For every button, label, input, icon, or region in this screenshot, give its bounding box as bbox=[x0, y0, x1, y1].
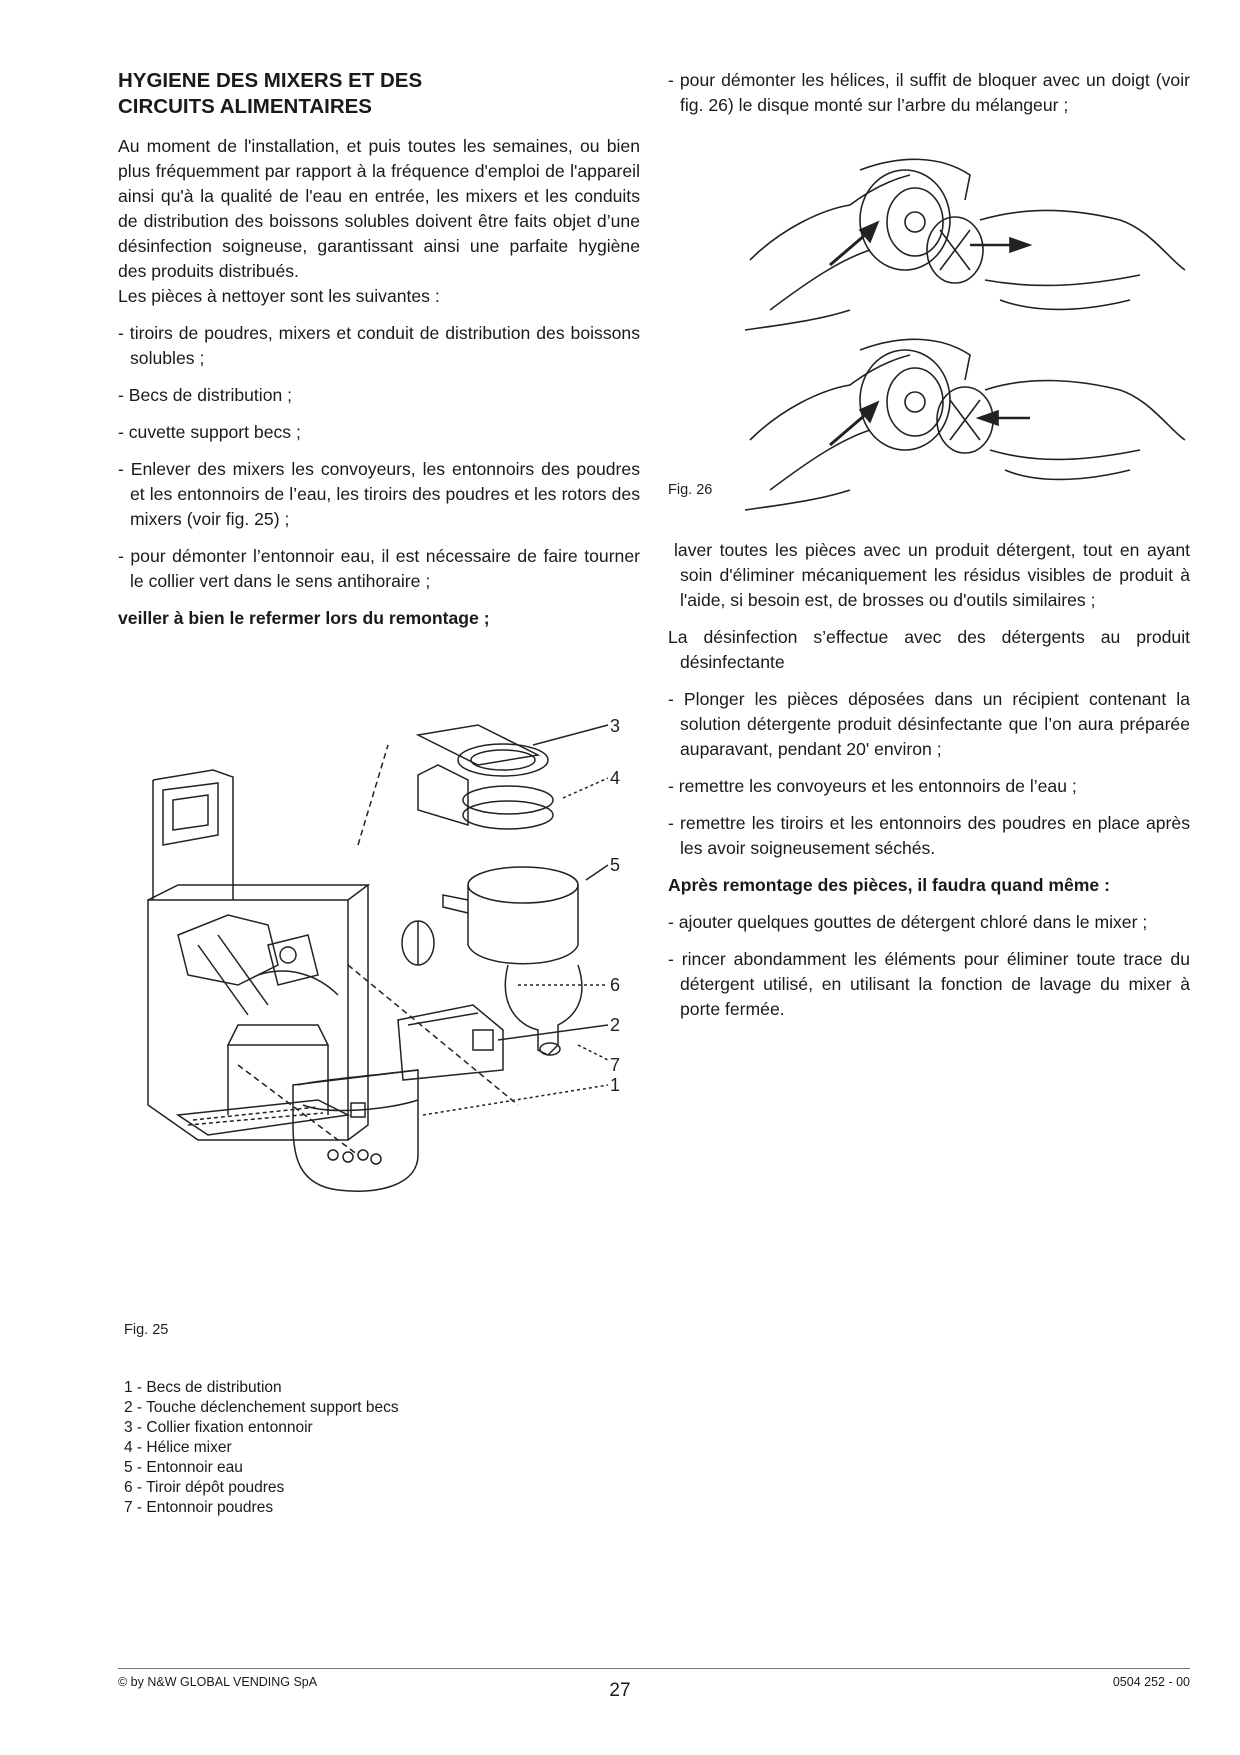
footer-copyright: © by N&W GLOBAL VENDING SpA bbox=[118, 1675, 318, 1689]
list-item: - Enlever des mixers les convoyeurs, les entonnoirs des poudres et les entonnoirs de l’eau, les tiroirs des poudres et les rotors des mixers (voir fig. 25) ; bbox=[118, 459, 640, 529]
hand-outline bbox=[750, 175, 910, 260]
list-item: - pour démonter l’entonnoir eau, il est nécessaire de faire tourner le collier vert dans le sens antihoraire ; bbox=[118, 546, 640, 591]
legend-item: 5 - Entonnoir eau bbox=[124, 1459, 243, 1476]
callout-1: 1 bbox=[610, 1075, 621, 1095]
list-item: - remettre les convoyeurs et les entonnoirs de l’eau ; bbox=[668, 776, 1077, 796]
right-column bbox=[668, 68, 1190, 130]
list-item: - cuvette support becs ; bbox=[118, 422, 301, 442]
list-item: - ajouter quelques gouttes de détergent chloré dans le mixer ; bbox=[668, 912, 1148, 932]
section-title-line-1: HYGIENE DES MIXERS ET DES bbox=[118, 69, 423, 92]
fig25-legend bbox=[124, 1378, 399, 1518]
disinfect-instruction: La désinfection s’effectue avec des détergents au produit désinfectante bbox=[668, 627, 1190, 672]
warning-note: veiller à bien le refermer lors du remontage ; bbox=[118, 608, 490, 628]
document-number: 0504 252 - 00 bbox=[1112, 1675, 1190, 1689]
list-item: - remettre les tiroirs et les entonnoirs des poudres en place après les avoir soigneusement séchés. bbox=[668, 813, 1190, 858]
list-item: - Becs de distribution ; bbox=[118, 385, 293, 405]
callout-6: 6 bbox=[610, 975, 621, 995]
section-title bbox=[118, 68, 640, 120]
legend-item: 4 - Hélice mixer bbox=[124, 1439, 232, 1456]
fig25-illustration bbox=[118, 685, 638, 1305]
after-heading: Après remontage des pièces, il faudra quand même : bbox=[668, 875, 1110, 895]
callout-3: 3 bbox=[610, 716, 621, 736]
wash-instruction: laver toutes les pièces avec un produit détergent, tout en ayant soin d'éliminer mécaniquement les résidus visibles de produit à l'aide, si besoin est, de brosses ou d'outils similaires ; bbox=[674, 540, 1190, 610]
right-column-lower bbox=[668, 538, 1190, 1034]
legend-item: 3 - Collier fixation entonnoir bbox=[124, 1419, 313, 1436]
fig26-illustration bbox=[740, 150, 1190, 530]
callout-4: 4 bbox=[610, 768, 621, 788]
list-item: - pour démonter les hélices, il suffit de bloquer avec un doigt (voir fig. 26) le disque monté sur l’arbre du mélangeur ; bbox=[668, 70, 1190, 115]
list-item: - tiroirs de poudres, mixers et conduit de distribution des boissons solubles ; bbox=[118, 323, 640, 368]
left-column bbox=[118, 68, 640, 631]
callout-7: 7 bbox=[610, 1055, 621, 1075]
legend-item: 6 - Tiroir dépôt poudres bbox=[124, 1479, 285, 1496]
footer-divider bbox=[118, 1668, 1190, 1669]
legend-item: 2 - Touche déclenchement support becs bbox=[124, 1399, 399, 1416]
page-number: 27 bbox=[609, 1680, 631, 1701]
legend-item: 1 - Becs de distribution bbox=[124, 1379, 282, 1396]
list-item: - Plonger les pièces déposées dans un récipient contenant la solution détergente produit désinfectante que l’on aura préparée auparavant, pendant 20' environ ; bbox=[668, 689, 1190, 759]
legend-item: 7 - Entonnoir poudres bbox=[124, 1499, 274, 1516]
intro-paragraph: Au moment de l'installation, et puis toutes les semaines, ou bien plus fréquemment par rapport à la fréquence d'emploi de l'appareil ainsi qu'à la qualité de l'eau en entrée, les mixers et les conduits de distribution des boissons solubles doivent être faits objet d’une désinfection soigneuse, garantissant ainsi une parfaite hygiène des produits distribués. bbox=[118, 136, 640, 281]
fig26-caption: Fig. 26 bbox=[668, 482, 713, 498]
section-title-line-2: CIRCUITS ALIMENTAIRES bbox=[118, 95, 372, 118]
callout-5: 5 bbox=[610, 855, 621, 875]
list-item: - rincer abondamment les éléments pour éliminer toute trace du détergent utilisé, en utilisant la fonction de lavage du mixer à porte fermée. bbox=[668, 949, 1190, 1019]
parts-intro: Les pièces à nettoyer sont les suivantes : bbox=[118, 286, 440, 306]
fig25-caption: Fig. 25 bbox=[124, 1322, 169, 1338]
callout-2: 2 bbox=[610, 1015, 621, 1035]
